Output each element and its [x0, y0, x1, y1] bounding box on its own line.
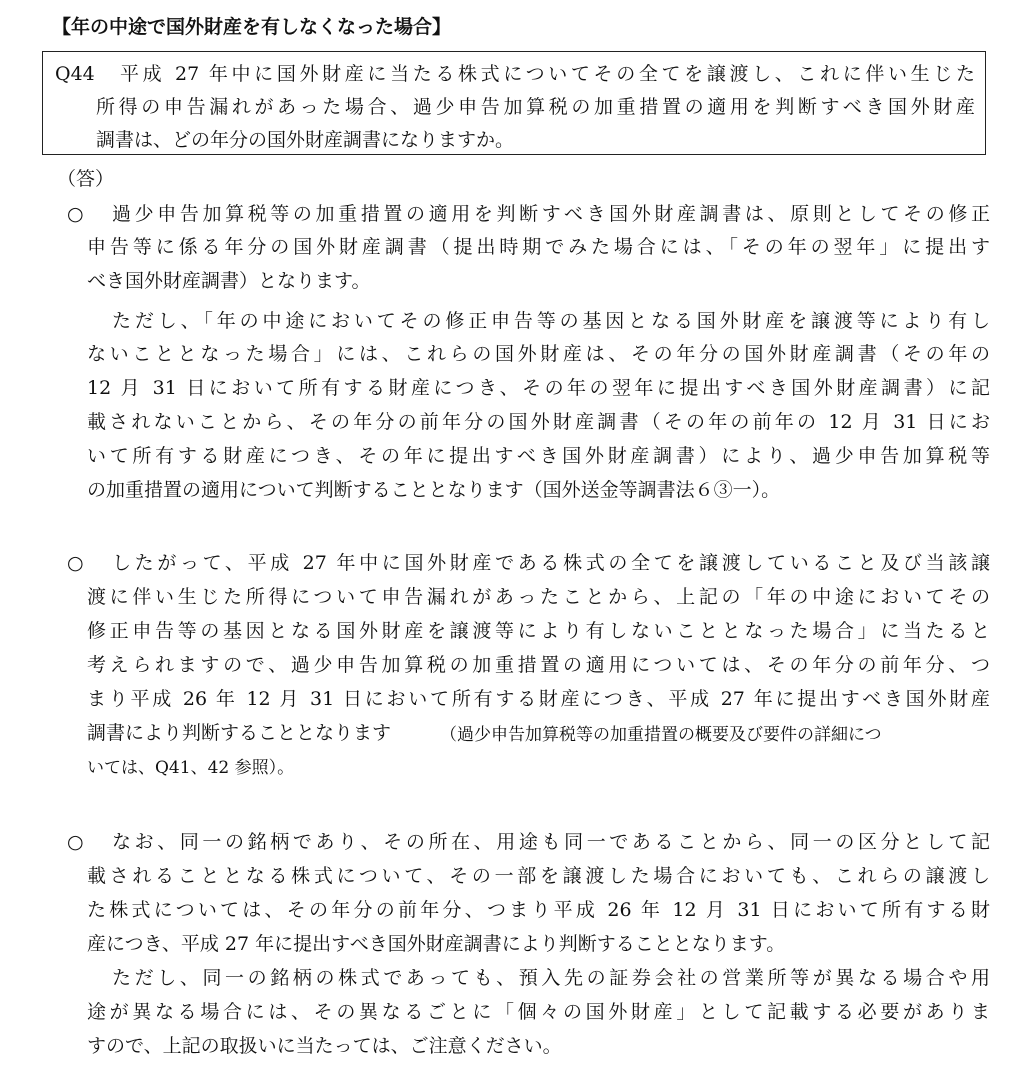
answer-line: 産につき、平成 27 年に提出すべき国外財産調書により判断することとなります。 [87, 933, 786, 955]
bullet-circle: ○ [67, 831, 84, 853]
answer-note: いては、Q41、42 参照）。 [87, 758, 295, 778]
answer-line: 過少申告加算税等の加重措置の適用を判断すべき国外財産調書は、原則としてその修正 [112, 203, 990, 225]
answer-line: 修正申告等の基因となる国外財産を譲渡等により有しないこととなった場合」に当たると [87, 620, 990, 642]
answer-line: の加重措置の適用について判断することとなります（国外送金等調書法６③一）。 [87, 479, 781, 501]
answer-label: （答） [57, 168, 115, 190]
answer-line: いて所有する財産につき、その年に提出すべき国外財産調書）により、過少申告加算税等 [87, 445, 990, 467]
answer-line: 調書により判断することとなります [87, 722, 392, 744]
section-heading: 【年の中途で国外財産を有しなくなった場合】 [52, 16, 452, 38]
answer-line: 途が異なる場合には、その異なるごとに「個々の国外財産」として記載する必要がありま [87, 1001, 990, 1023]
answer-line: ただし、「年の中途においてその修正申告等の基因となる国外財産を譲渡等により有し [112, 310, 990, 332]
bullet-circle: ○ [67, 203, 84, 225]
answer-note: （過少申告加算税等の加重措置の概要及び要件の詳細につ [440, 725, 882, 745]
answer-line: 載されることとなる株式について、その一部を譲渡した場合においても、これらの譲渡し [87, 865, 990, 887]
answer-line: 12 月 31 日において所有する財産につき、その年の翌年に提出すべき国外財産調書）に記 [87, 377, 990, 399]
answer-line: なお、同一の銘柄であり、その所在、用途も同一であることから、同一の区分として記 [112, 831, 990, 853]
answer-line: 載されないことから、その年分の前年分の国外財産調書（その年の前年の 12 月 31 日にお [87, 411, 990, 433]
answer-line: 申告等に係る年分の国外財産調書（提出時期でみた場合には、「その年の翌年」に提出す [87, 236, 990, 258]
answer-line: ないこととなった場合」には、これらの国外財産は、その年分の国外財産調書（その年の [87, 343, 990, 365]
question-line: 調書は、どの年分の国外財産調書になりますか。 [96, 129, 515, 151]
question-line: 所得の申告漏れがあった場合、過少申告加算税の加重措置の適用を判断すべき国外財産 [96, 96, 975, 118]
answer-line: 考えられますので、過少申告加算税の加重措置の適用については、その年分の前年分、つ [87, 654, 990, 676]
answer-line: まり平成 26 年 12 月 31 日において所有する財産につき、平成 27 年に提出すべき国外財産 [87, 688, 990, 710]
answer-line: た株式については、その年分の前年分、つまり平成 26 年 12 月 31 日において所有する財 [87, 899, 990, 921]
answer-line: 渡に伴い生じた所得について申告漏れがあったことから、上記の「年の中途においてその [87, 586, 990, 608]
question-line: 平成 27 年中に国外財産に当たる株式についてその全てを譲渡し、これに伴い生じた [120, 63, 975, 85]
answer-line: したがって、平成 27 年中に国外財産である株式の全てを譲渡していること及び当該譲 [112, 552, 990, 574]
question-number: Q44 [55, 63, 95, 85]
bullet-circle: ○ [67, 552, 84, 574]
answer-line: ただし、同一の銘柄の株式であっても、預入先の証券会社の営業所等が異なる場合や用 [112, 967, 990, 989]
answer-line: べき国外財産調書）となります。 [87, 270, 371, 292]
answer-line: すので、上記の取扱いに当たっては、ご注意ください。 [87, 1035, 562, 1057]
